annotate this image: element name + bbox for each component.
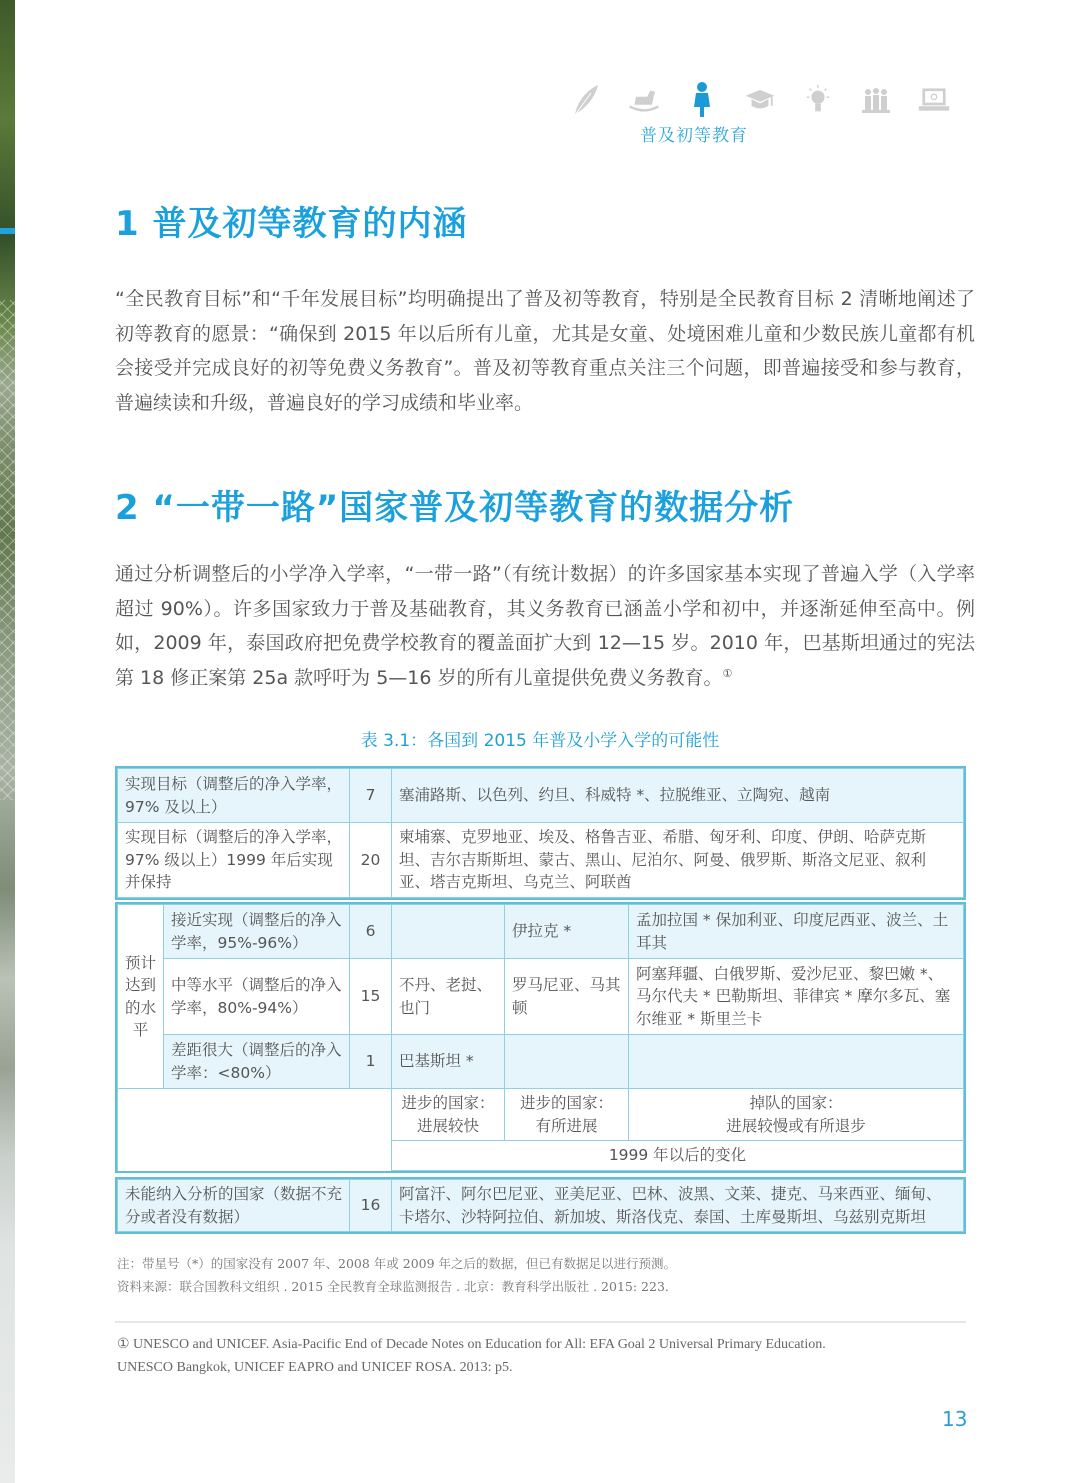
some-progress-cell <box>505 1035 629 1089</box>
slow-progress-cell: 阿塞拜疆、白俄罗斯、爱沙尼亚、黎巴嫩 *、马尔代夫 * 巴勒斯坦、菲律宾 * 摩尔多瓦、塞尔维亚 * 斯里兰卡 <box>629 959 964 1035</box>
change-axis-label: 1999 年以后的变化 <box>392 1141 964 1171</box>
footnote-line-1: ① UNESCO and UNICEF. Asia-Pacific End of Decade Notes on Education for All: EFA Goal 2 Universal Primary Education. <box>117 1337 826 1352</box>
fast-progress-cell: 不丹、老挝、也门 <box>392 959 505 1035</box>
slow-progress-cell: 孟加拉国 * 保加利亚、印度尼西亚、波兰、土耳其 <box>629 905 964 959</box>
header-line: 进展较慢或有所退步 <box>726 1116 866 1135</box>
people-group-icon <box>860 84 892 116</box>
section-2-heading: 2 “一带一路”国家普及初等教育的数据分析 <box>115 488 795 528</box>
group-label: 预计达到的水平 <box>118 905 164 1089</box>
empty-corner-cell <box>118 1089 392 1171</box>
section-2-paragraph-wrap <box>115 557 975 695</box>
footnote-line-2: UNESCO Bangkok, UNICEF EAPRO and UNICEF ROSA. 2013: p5. <box>117 1360 513 1375</box>
page-number: 13 <box>942 1407 968 1431</box>
chapter-caption: 普及初等教育 <box>640 126 748 146</box>
table-block-excluded <box>115 1177 966 1234</box>
table-block-projected <box>115 902 966 1173</box>
footnote-ref[interactable]: ① <box>722 666 733 680</box>
footnotes <box>117 1333 826 1379</box>
table-row <box>118 959 964 1035</box>
header-line: 掉队的国家： <box>749 1094 843 1112</box>
source-text: 资料来源：联合国教科文组织 . 2015 全民教育全球监测报告 . 北京：教育科学出版社 . 2015: 223. <box>117 1279 669 1294</box>
header-line: 进步的国家： <box>519 1094 613 1112</box>
child-icon <box>686 84 718 116</box>
row-count: 6 <box>350 905 392 959</box>
footnote-divider <box>115 1321 966 1323</box>
row-label: 差距很大（调整后的净入学率：<80%） <box>164 1035 350 1089</box>
header-some-progress <box>505 1089 629 1141</box>
some-progress-cell: 伊拉克 * <box>505 905 629 959</box>
header-slow-progress <box>629 1089 964 1141</box>
slow-progress-cell <box>629 1035 964 1089</box>
row-countries: 柬埔寨、克罗地亚、埃及、格鲁吉亚、希腊、匈牙利、印度、伊朗、哈萨克斯坦、吉尔吉斯斯坦、蒙古、黑山、尼泊尔、阿曼、俄罗斯、斯洛文尼亚、叙利亚、塔吉克斯坦、乌克兰、阿联酋 <box>392 823 964 898</box>
header-line: 进步的国家： <box>401 1094 495 1112</box>
fast-progress-cell <box>392 905 505 959</box>
row-label: 中等水平（调整后的净入学率，80%-94%） <box>164 959 350 1035</box>
table-notes <box>117 1252 676 1298</box>
row-countries: 阿富汗、阿尔巴尼亚、亚美尼亚、巴林、波黑、文莱、捷克、马来西亚、缅甸、卡塔尔、沙特阿拉伯、新加坡、斯洛伐克、泰国、土库曼斯坦、乌兹别克斯坦 <box>392 1180 964 1232</box>
row-label: 接近实现（调整后的净入学率，95%-96%） <box>164 905 350 959</box>
section-1-paragraph: “全民教育目标”和“千年发展目标”均明确提出了普及初等教育，特别是全民教育目标 2 清晰地阐述了初等教育的愿景：“确保到 2015 年以后所有儿童，尤其是女童、处境困难儿童和少数民族儿童都有机会接受并完成良好的初等免费义务教育”。普及初等教育重点关注三个问题，即普遍接受和参与教育，普遍续读和升级，普遍良好的学习成绩和毕业率。 <box>115 288 975 414</box>
feather-icon <box>570 84 602 116</box>
row-count: 16 <box>350 1180 392 1232</box>
table-row <box>118 769 964 823</box>
row-count: 7 <box>350 769 392 823</box>
table-row <box>118 823 964 898</box>
note-text: 注：带星号（*）的国家没有 2007 年、2008 年或 2009 年之后的数据，但已有数据足以进行预测。 <box>117 1256 677 1271</box>
fence-mesh-pattern <box>0 300 15 800</box>
table-title: 表 3.1：各国到 2015 年普及小学入学的可能性 <box>360 731 720 751</box>
row-label: 实现目标（调整后的净入学率，97% 级以上）1999 年后实现并保持 <box>118 823 350 898</box>
row-label: 未能纳入分析的国家（数据不充分或者没有数据） <box>118 1180 350 1232</box>
lightbulb-icon <box>802 84 834 116</box>
row-count: 1 <box>350 1035 392 1089</box>
row-count: 15 <box>350 959 392 1035</box>
row-count: 20 <box>350 823 392 898</box>
header-line: 有所进展 <box>535 1116 598 1135</box>
table-row <box>118 1180 964 1232</box>
graduation-cap-icon <box>744 84 776 116</box>
rocking-horse-icon <box>628 84 660 116</box>
row-label: 实现目标（调整后的净入学率，97% 及以上） <box>118 769 350 823</box>
section-2-paragraph: 通过分析调整后的小学净入学率，“一带一路”（有统计数据）的许多国家基本实现了普遍入学（入学率超过 90%）。许多国家致力于普及基础教育，其义务教育已涵盖小学和初中，并逐渐延伸至高中。例如，2009 年，泰国政府把免费学校教育的覆盖面扩大到 12—15 岁。2010 年，巴基斯坦通过的宪法第 18 修正案第 25a 款呼吁为 5—16 岁的所有儿童提供免费义务教育。 <box>115 563 975 689</box>
header-fast-progress <box>392 1089 505 1141</box>
chapter-icon-nav <box>570 80 950 120</box>
change-header-row <box>118 1089 964 1141</box>
fast-progress-cell: 巴基斯坦 * <box>392 1035 505 1089</box>
row-countries: 塞浦路斯、以色列、约旦、科威特 *、拉脱维亚、立陶宛、越南 <box>392 769 964 823</box>
table-row <box>118 1035 964 1089</box>
laptop-icon <box>918 84 950 116</box>
section-1-heading: 1 普及初等教育的内涵 <box>115 204 468 244</box>
table-row <box>118 905 964 959</box>
some-progress-cell: 罗马尼亚、马其顿 <box>505 959 629 1035</box>
header-line: 进展较快 <box>416 1116 479 1135</box>
table-block-achieved <box>115 766 966 900</box>
